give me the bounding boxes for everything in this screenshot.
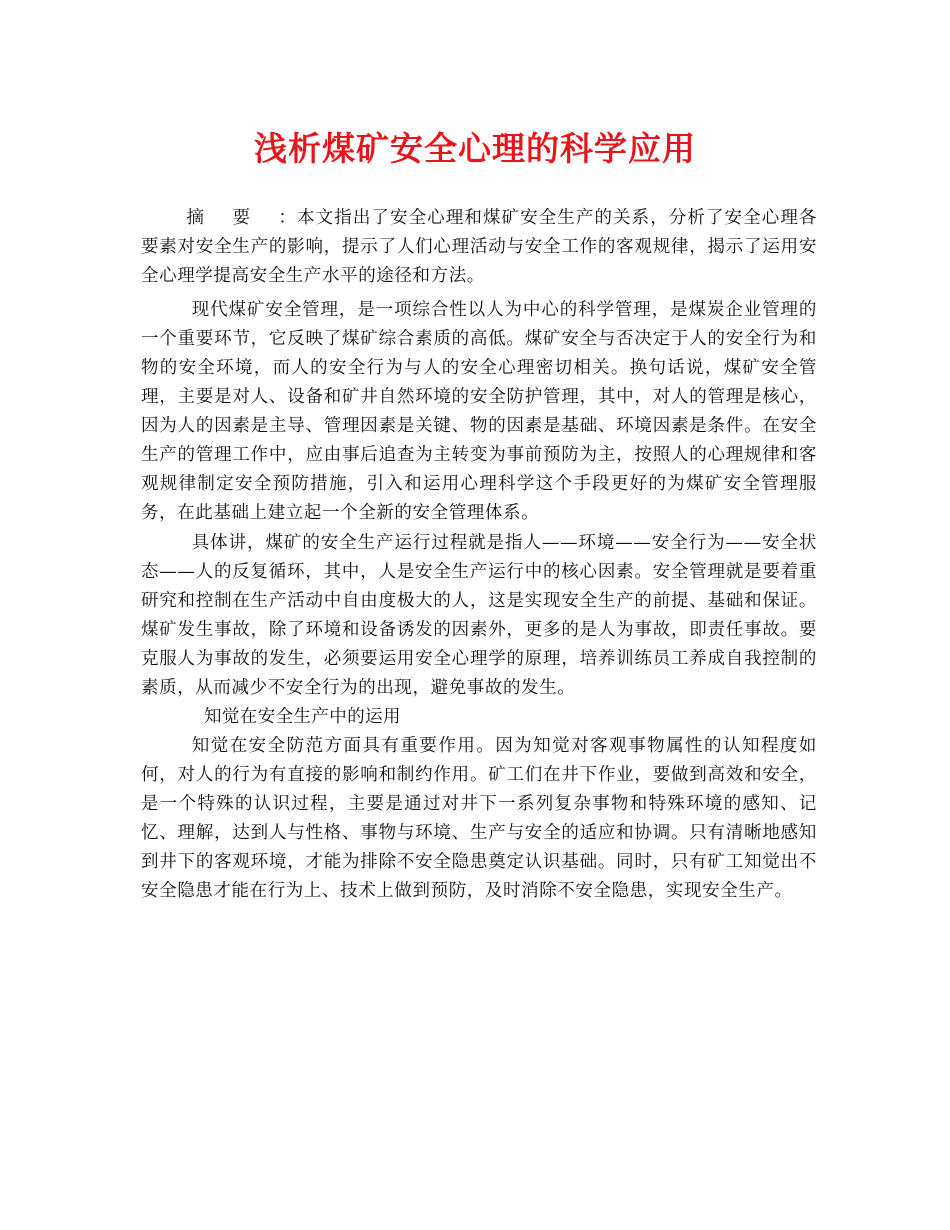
section-heading: 知觉在安全生产中的运用 <box>204 707 401 727</box>
body-paragraph: 具体讲，煤矿的安全生产运行过程就是指人——环境——安全行为——安全状态——人的反复循环，其中，人是安全生产运行中的核心因素。安全管理就是要着重研究和控制在生产活动中自由度极大的人，这是实现安全生产的前提、基础和保证。煤矿发生事故，除了环境和设备诱发的因素外，更多的是人为事故，即责任事故。要克服人为事故的发生，必须要运用安全心理学的原理，培养训练员工养成自我控制的素质，从而减少不安全行为的出现，避免事故的发生。 <box>141 533 817 698</box>
document-body <box>141 204 817 906</box>
abstract-label: 摘要 <box>186 208 279 228</box>
abstract-paragraph <box>141 204 817 291</box>
abstract-text: ：本文指出了安全心理和煤矿安全生产的关系，分析了安全心理各要素对安全生产的影响，提示了人们心理活动与安全工作的客观规律，揭示了运用安全心理学提高安全生产水平的途径和方法。 <box>141 208 818 286</box>
document-title: 浅析煤矿安全心理的科学应用 <box>254 129 696 168</box>
section-paragraph: 知觉在安全防范方面具有重要作用。因为知觉对客观事物属性的认知程度如何，对人的行为有直接的影响和制约作用。矿工们在井下作业，要做到高效和安全，是一个特殊的认识过程，主要是通过对井下一系列复杂事物和特殊环境的感知、记忆、理解，达到人与性格、事物与环境、生产与安全的适应和协调。只有清晰地感知到井下的客观环境，才能为排除不安全隐患奠定认识基础。同时，只有矿工知觉出不安全隐患才能在行为上、技术上做到预防，及时消除不安全隐患，实现安全生产。 <box>141 736 817 901</box>
body-paragraph: 现代煤矿安全管理，是一项综合性以人为中心的科学管理，是煤炭企业管理的一个重要环节，它反映了煤矿综合素质的高低。煤矿安全与否决定于人的安全行为和物的安全环境，而人的安全行为与人的安全心理密切相关。换句话说，煤矿安全管理，主要是对人、设备和矿井自然环境的安全防护管理，其中，对人的管理是核心，因为人的因素是主导、管理因素是关键、物的因素是基础、环境因素是条件。在安全生产的管理工作中，应由事后追查为主转变为事前预防为主，按照人的心理规律和客观规律制定安全预防措施，引入和运用心理科学这个手段更好的为煤矿安全管理服务，在此基础上建立起一个全新的安全管理体系。 <box>141 300 817 523</box>
